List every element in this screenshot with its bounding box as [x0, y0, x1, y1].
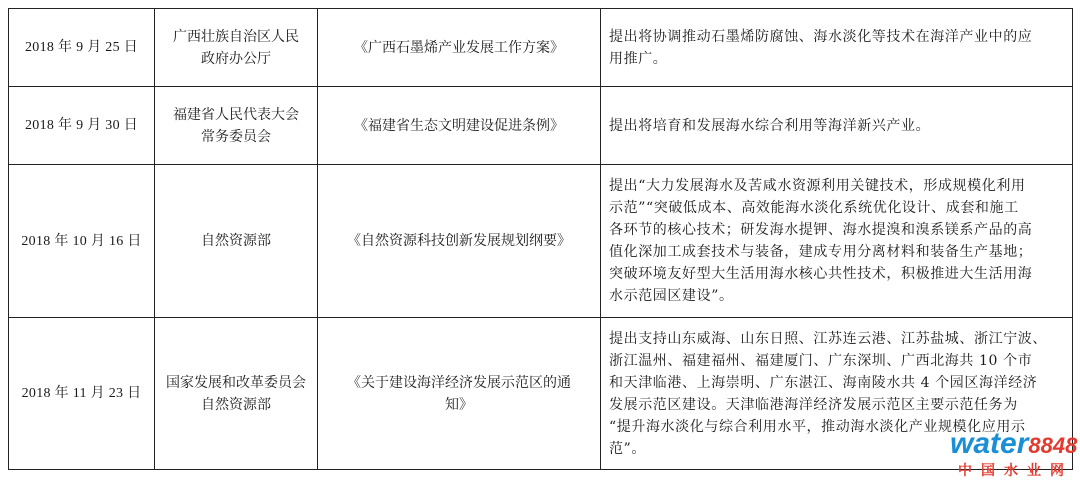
- cell-agency: [155, 318, 318, 470]
- cell-content-line: 示范”“突破低成本、高效能海水淡化系统优化设计、成套和施工: [609, 200, 1019, 216]
- cell-document-line: 《关于建设海洋经济发展示范区的通: [347, 374, 571, 391]
- cell-content-line: 浙江温州、福建福州、福建厦门、广东深圳、广西北海共 10 个市: [609, 352, 1033, 369]
- cell-agency-line: 国家发展和改革委员会: [166, 374, 306, 391]
- table-row: [9, 165, 1073, 318]
- policy-table: [8, 8, 1073, 470]
- watermark-brand: [950, 428, 1077, 462]
- cell-date-text: 2018 年 9 月 30 日: [25, 118, 138, 133]
- cell-date-text: 2018 年 11 月 23 日: [21, 386, 142, 401]
- cell-content-line: 用推广。: [609, 50, 668, 67]
- cell-content: [601, 87, 1073, 165]
- table-row: [9, 87, 1073, 165]
- cell-agency-line: 常务委员会: [201, 128, 271, 145]
- cell-content: [601, 9, 1073, 87]
- cell-content-line: 提出“大力发展海水及苦咸水资源利用关键技术，形成规模化利用: [609, 178, 1026, 194]
- cell-content-line: 各环节的核心技术；研发海水提钾、海水提溴和溴系镁系产品的高: [609, 222, 1033, 238]
- cell-agency-line: 政府办公厅: [201, 50, 271, 67]
- cell-document: [318, 165, 601, 318]
- table-row: [9, 9, 1073, 87]
- cell-document: [318, 87, 601, 165]
- cell-content-line: 突破环境友好型大生活用海水核心共性技术，积极推进大生活用海: [609, 266, 1033, 282]
- watermark-brand-word: water: [950, 427, 1029, 460]
- cell-content-line: 提出将培育和发展海水综合利用等海洋新兴产业。: [609, 117, 931, 134]
- cell-date-text: 2018 年 9 月 25 日: [25, 40, 138, 55]
- cell-agency-line: 自然资源部: [201, 233, 271, 249]
- cell-agency-line: 广西壮族自治区人民: [173, 28, 299, 45]
- cell-document-line: 《广西石墨烯产业发展工作方案》: [354, 39, 564, 56]
- cell-agency: [155, 9, 318, 87]
- watermark-logo: [950, 428, 1078, 483]
- watermark-cn-text: 中国水业网: [958, 463, 1073, 479]
- cell-document-line: 《福建省生态文明建设促进条例》: [354, 117, 564, 134]
- cell-date-text: 2018 年 10 月 16 日: [21, 233, 142, 249]
- cell-content: [601, 165, 1073, 318]
- cell-agency-line: 福建省人民代表大会: [173, 106, 299, 123]
- cell-content-line: 和天津临港、上海崇明、广东湛江、海南陵水共 4 个园区海洋经济: [609, 374, 1038, 391]
- cell-agency: [155, 165, 318, 318]
- cell-content-line: 发展示范区建设。天津临港海洋经济发展示范区主要示范任务为: [609, 396, 1018, 413]
- cell-date: [9, 87, 155, 165]
- cell-content-line: 提出支持山东威海、山东日照、江苏连云港、江苏盐城、浙江宁波、: [609, 330, 1047, 347]
- cell-date: [9, 165, 155, 318]
- cell-agency-line: 自然资源部: [201, 396, 271, 413]
- cell-content-line: 值化深加工成套技术与装备，建成专用分离材料和装备生产基地；: [609, 244, 1033, 260]
- cell-document: [318, 318, 601, 470]
- cell-agency: [155, 87, 318, 165]
- cell-content-line: “提升海水淡化与综合利用水平，推动海水淡化产业规模化应用示: [609, 418, 1026, 435]
- cell-date: [9, 318, 155, 470]
- table-row: [9, 318, 1073, 470]
- cell-content-line: 提出将协调推动石墨烯防腐蚀、海水淡化等技术在海洋产业中的应: [609, 28, 1033, 45]
- watermark-brand-number: 8848: [1028, 433, 1078, 458]
- cell-date: [9, 9, 155, 87]
- cell-document-line: 《自然资源科技创新发展规划纲要》: [347, 233, 571, 249]
- cell-content-line: 水示范园区建设”。: [609, 288, 734, 304]
- cell-document-line: 知》: [445, 396, 473, 413]
- cell-document: [318, 9, 601, 87]
- cell-content-line: 范”。: [609, 440, 646, 457]
